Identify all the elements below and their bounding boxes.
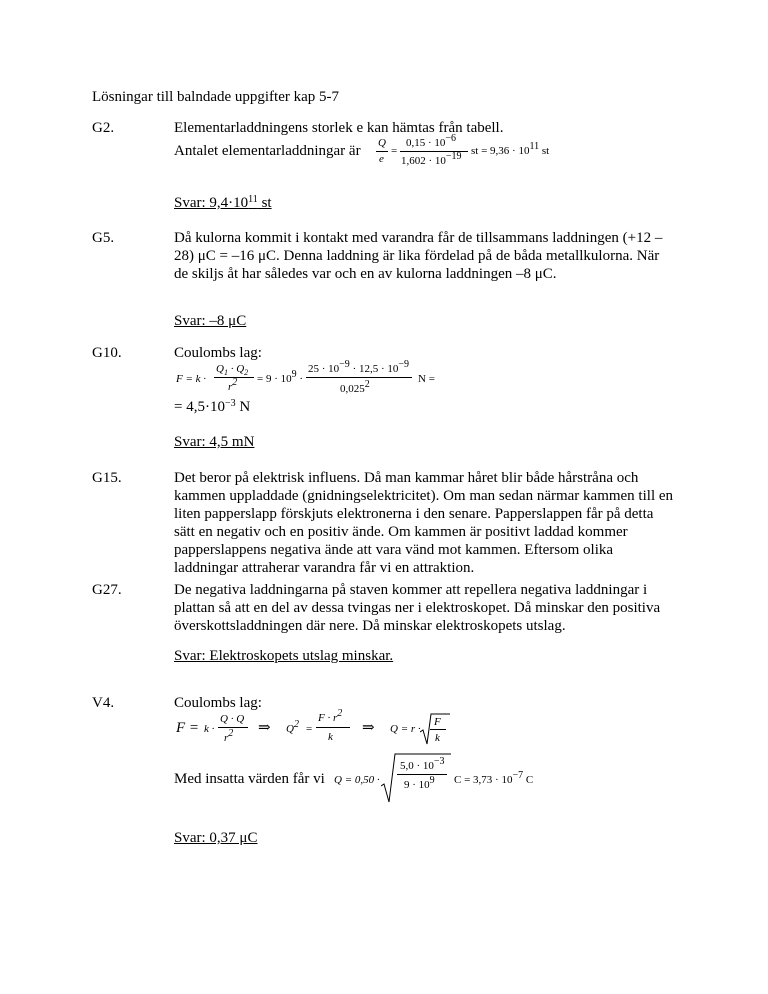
problem-label-g15: G15.: [92, 470, 122, 486]
g5-text: Då kulorna kommit i kontakt med varandra får de tillsammans laddningen (+12 – 28) μC = –16 μC. Denna laddning är lika fördelad på de båda metallkulorna. När de skiljs åt har således var och en av kulorna laddningen –8 μC.: [174, 230, 663, 282]
g10-result: = $4,5\cdot 10^{-3}$ N: [174, 398, 251, 415]
g5-answer: Svar: –8 μC: [174, 313, 247, 329]
v4-answer: Svar: 0,37 μC: [174, 830, 258, 846]
g10-answer: Svar: 4,5 mN: [174, 434, 255, 450]
page-title: Lösningar till balndade uppgifter kap 5-7: [92, 89, 340, 105]
problem-label-g2: G2.: [92, 120, 115, 136]
g27-text: De negativa laddningarna på staven kommer att repellera negativa laddningar i plattan så att en del av dessa tvingas ner i elektroskopet. Då minskar den positiva överskottsladdningen där nere. Då minskar elektroskopets utslag.: [174, 582, 661, 634]
g2-line2: Antalet elementarladdningar är: [174, 143, 361, 159]
g27-answer: Svar: Elektroskopets utslag minskar.: [174, 648, 394, 664]
problem-label-g27: G27.: [92, 582, 122, 598]
g2-line1: Elementarladdningens storlek e kan hämtas från tabell.: [174, 120, 504, 136]
v4-line2: Med insatta värden får vi: [174, 771, 325, 787]
g15-text: Det beror på elektrisk influens. Då man kammar håret blir både hårstråna och kammen uppladdade (gnidningselektricitet). Om man sedan närmar kammen till en liten papperslapp förskjuts elektronerna i den senare. Papperslappen får på detta sätt en negativ och en positiv ände. Om kammen är positivt laddad kommer papperslappens negativa ände att vara vänd mot kammen. Eftersom olika laddningar attraherar varandra får vi en attraktion.: [174, 470, 674, 576]
problem-label-v4: V4.: [92, 695, 115, 711]
g2-answer: Svar: $9,4\cdot 10^{11}$ st: [174, 194, 272, 211]
problem-label-g10: G10.: [92, 345, 122, 361]
v4-heading: Coulombs lag:: [174, 695, 262, 711]
problem-label-g5: G5.: [92, 230, 115, 246]
g10-heading: Coulombs lag:: [174, 345, 262, 361]
